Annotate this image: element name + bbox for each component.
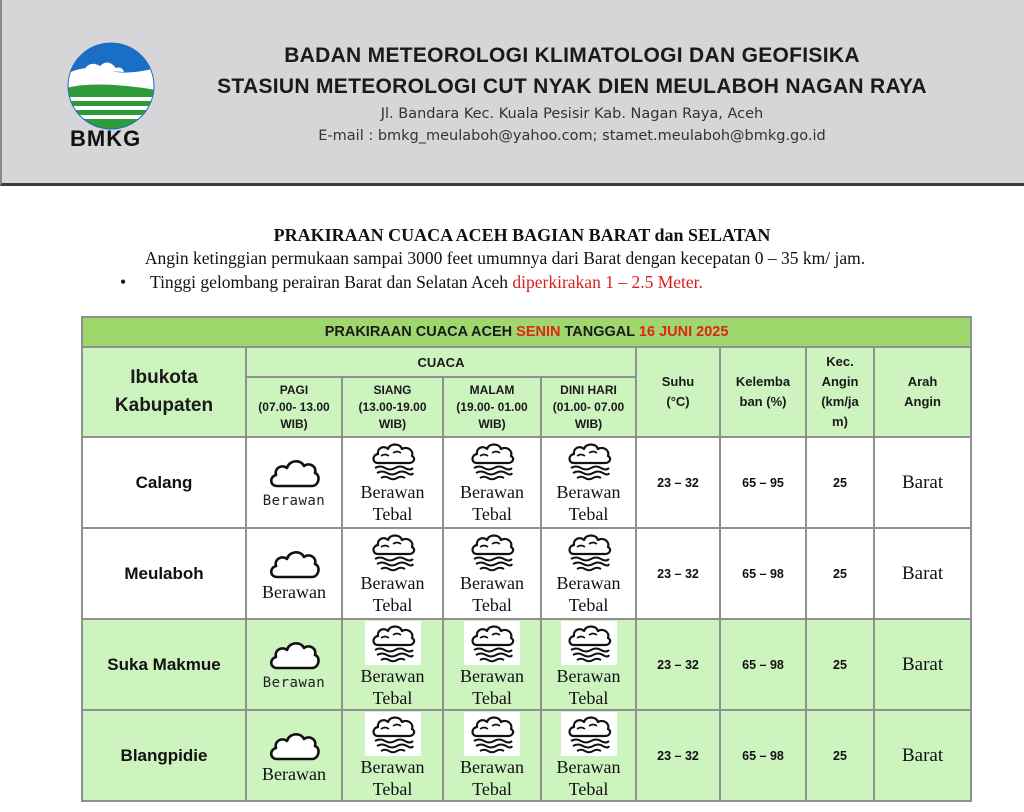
wind-speed: 25 bbox=[806, 528, 874, 619]
wind-speed: 25 bbox=[806, 437, 874, 528]
period-name: SIANG bbox=[373, 382, 412, 397]
wind-speed: 25 bbox=[806, 619, 874, 710]
thick-cloud-icon bbox=[565, 441, 613, 481]
weather-label-line2: Tebal bbox=[568, 594, 609, 615]
weather-label-line2: Tebal bbox=[472, 778, 512, 799]
header-suhu: Suhu (°C) bbox=[636, 347, 720, 437]
letterhead bbox=[0, 0, 1024, 186]
city-name: Calang bbox=[82, 437, 246, 528]
cloud-icon bbox=[267, 545, 321, 581]
temperature-range: 23 – 32 bbox=[636, 710, 720, 801]
weather-cell bbox=[443, 710, 541, 801]
weather-cell bbox=[541, 619, 636, 710]
weather-cell bbox=[246, 710, 342, 801]
weather-cell bbox=[246, 437, 342, 528]
humidity-range: 65 – 95 bbox=[720, 437, 806, 528]
document-title: PRAKIRAAN CUACA ACEH BAGIAN BARAT dan SELATAN bbox=[273, 225, 771, 245]
weather-label: Berawan bbox=[460, 756, 524, 777]
banner-date: 16 JUNI 2025 bbox=[638, 324, 729, 340]
city-name: Meulaboh bbox=[82, 528, 246, 619]
period-header bbox=[342, 377, 443, 437]
thick-cloud-icon bbox=[464, 621, 520, 665]
period-header bbox=[443, 377, 541, 437]
period-header bbox=[541, 377, 636, 437]
temperature-range: 23 – 32 bbox=[636, 437, 720, 528]
weather-label: Berawan bbox=[360, 665, 425, 686]
weather-label-line2: Tebal bbox=[472, 594, 512, 615]
thick-cloud-icon bbox=[365, 621, 421, 665]
weather-label: Berawan bbox=[262, 674, 326, 691]
period-time: (07.00- 13.00 WIB) bbox=[258, 399, 330, 431]
weather-label-line2: Tebal bbox=[472, 503, 512, 524]
weather-label-line2: Tebal bbox=[568, 778, 609, 799]
weather-label-line2: Tebal bbox=[568, 687, 609, 708]
period-time: (13.00-19.00 WIB) bbox=[358, 399, 427, 431]
thick-cloud-icon bbox=[365, 712, 421, 756]
weather-cell bbox=[443, 437, 541, 528]
banner-prefix: PRAKIRAAN CUACA ACEH bbox=[324, 324, 517, 340]
weather-label: Berawan bbox=[460, 481, 524, 502]
header-kabupaten: Ibukota Kabupaten bbox=[82, 347, 246, 437]
weather-cell bbox=[443, 528, 541, 619]
weather-label: Berawan bbox=[360, 756, 425, 777]
city-name: Suka Makmue bbox=[82, 619, 246, 710]
thick-cloud-icon bbox=[369, 441, 417, 481]
wave-text: Tinggi gelombang perairan Barat dan Selatan Aceh bbox=[150, 272, 513, 292]
station-title: STASIUN METEOROLOGI CUT NYAK DIEN MEULABOH NAGAN RAYA bbox=[217, 75, 927, 98]
banner-mid: TANGGAL bbox=[560, 324, 639, 340]
table-row bbox=[82, 437, 971, 528]
table-row bbox=[82, 710, 971, 801]
wind-statement: Angin ketinggian permukaan sampai 3000 feet umumnya dari Barat dengan kecepatan 0 – 35 km/ jam. bbox=[144, 248, 866, 268]
weather-label: Berawan bbox=[360, 481, 425, 502]
forecast-table bbox=[81, 316, 972, 802]
weather-label-line2: Tebal bbox=[372, 594, 413, 615]
weather-label: Berawan bbox=[556, 756, 621, 777]
thick-cloud-icon bbox=[561, 621, 617, 665]
humidity-range: 65 – 98 bbox=[720, 528, 806, 619]
humidity-range: 65 – 98 bbox=[720, 619, 806, 710]
header-cuaca: CUACA bbox=[246, 347, 636, 377]
period-time: (19.00- 01.00 WIB) bbox=[456, 399, 528, 431]
cloud-icon bbox=[267, 454, 321, 490]
weather-label-line2: Tebal bbox=[372, 778, 413, 799]
weather-label: Berawan bbox=[262, 581, 326, 602]
weather-cell bbox=[342, 710, 443, 801]
weather-label-line2: Tebal bbox=[372, 503, 413, 524]
agency-title: BADAN METEOROLOGI KLIMATOLOGI DAN GEOFISIKA bbox=[284, 44, 860, 67]
weather-cell bbox=[443, 619, 541, 710]
wind-direction: Barat bbox=[874, 528, 971, 619]
header-arah-angin: Arah Angin bbox=[874, 347, 971, 437]
humidity-range: 65 – 98 bbox=[720, 710, 806, 801]
weather-label: Berawan bbox=[556, 481, 621, 502]
table-row bbox=[82, 528, 971, 619]
weather-label: Berawan bbox=[460, 572, 524, 593]
weather-label-line2: Tebal bbox=[472, 687, 512, 708]
weather-cell bbox=[342, 437, 443, 528]
weather-cell bbox=[246, 528, 342, 619]
thick-cloud-icon bbox=[369, 532, 417, 572]
bmkg-logo bbox=[66, 40, 156, 132]
city-name: Blangpidie bbox=[82, 710, 246, 801]
cloud-icon bbox=[267, 636, 321, 672]
thick-cloud-icon bbox=[468, 532, 516, 572]
table-row bbox=[82, 619, 971, 710]
logo-wordmark: BMKG bbox=[70, 126, 142, 151]
thick-cloud-icon bbox=[464, 712, 520, 756]
weather-label-line2: Tebal bbox=[372, 687, 413, 708]
weather-label: Berawan bbox=[556, 572, 621, 593]
weather-label: Berawan bbox=[556, 665, 621, 686]
weather-cell bbox=[246, 619, 342, 710]
address-line: Jl. Bandara Kec. Kuala Pesisir Kab. Nagan Raya, Aceh bbox=[380, 106, 764, 122]
email-line: E-mail : bmkg_meulaboh@yahoo.com; stamet.meulaboh@bmkg.go.id bbox=[318, 128, 826, 144]
thick-cloud-icon bbox=[565, 532, 613, 572]
weather-label: Berawan bbox=[262, 492, 326, 509]
weather-label: Berawan bbox=[360, 572, 425, 593]
header-kec-angin: Kec. Angin (km/ja m) bbox=[806, 347, 874, 437]
temperature-range: 23 – 32 bbox=[636, 619, 720, 710]
weather-label-line2: Tebal bbox=[568, 503, 609, 524]
weather-label: Berawan bbox=[262, 763, 326, 784]
weather-cell bbox=[541, 710, 636, 801]
thick-cloud-icon bbox=[468, 441, 516, 481]
period-name: DINI HARI bbox=[560, 382, 617, 397]
cloud-icon bbox=[267, 727, 321, 763]
wind-direction: Barat bbox=[874, 437, 971, 528]
period-time: (01.00- 07.00 WIB) bbox=[552, 399, 625, 431]
bullet: • bbox=[120, 272, 127, 292]
weather-cell bbox=[342, 528, 443, 619]
weather-cell bbox=[342, 619, 443, 710]
wind-direction: Barat bbox=[874, 619, 971, 710]
temperature-range: 23 – 32 bbox=[636, 528, 720, 619]
header-kelembaban: Kelemba ban (%) bbox=[720, 347, 806, 437]
period-name: PAGI bbox=[279, 382, 309, 397]
wind-direction: Barat bbox=[874, 710, 971, 801]
period-header bbox=[246, 377, 342, 437]
wind-speed: 25 bbox=[806, 710, 874, 801]
table-banner bbox=[82, 317, 971, 347]
weather-cell bbox=[541, 437, 636, 528]
period-name: MALAM bbox=[469, 382, 515, 397]
wave-statement bbox=[120, 272, 703, 293]
weather-cell bbox=[541, 528, 636, 619]
thick-cloud-icon bbox=[561, 712, 617, 756]
weather-label: Berawan bbox=[460, 665, 524, 686]
banner-day: SENIN bbox=[516, 324, 561, 340]
wave-highlight: diperkirakan 1 – 2.5 Meter. bbox=[512, 272, 703, 292]
